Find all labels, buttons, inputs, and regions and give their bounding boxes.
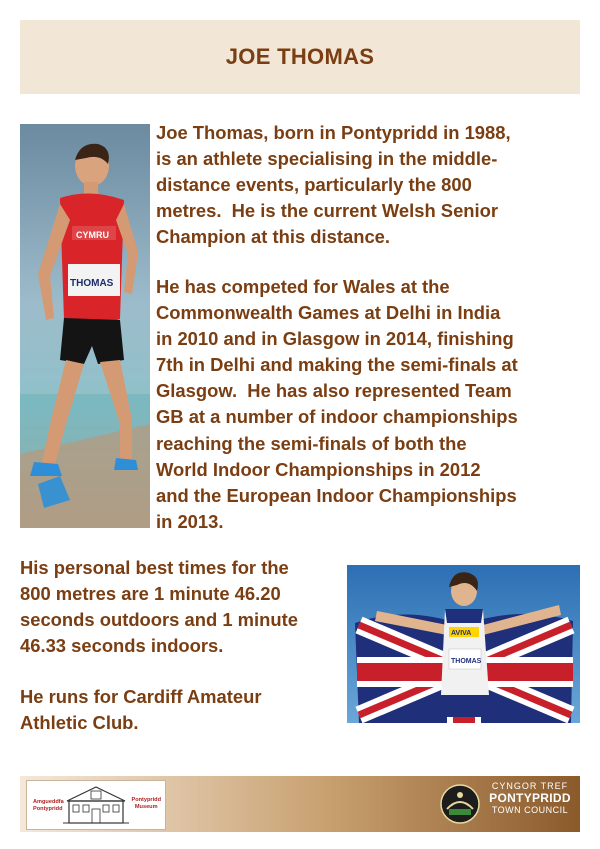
text-line: Champion at this distance. <box>156 226 391 248</box>
council-name <box>480 781 580 816</box>
text-line: He has competed for Wales at the <box>156 276 450 297</box>
title-banner <box>20 20 580 94</box>
text-line: seconds outdoors and 1 minute <box>20 609 298 631</box>
text-line: 7th in Delhi and making the semi-finals at <box>156 354 518 376</box>
text-line: in 2010 and in Glasgow in 2014, finishing <box>156 328 514 350</box>
bio-paragraph-intro <box>156 120 586 250</box>
text-line: is an athlete specialising in the middle- <box>156 148 498 170</box>
text-line: Commonwealth Games at Delhi in India <box>156 302 501 324</box>
museum-english-line: Museum <box>134 803 158 810</box>
text-line: metres. He is the current Welsh Senior <box>156 200 499 222</box>
text-line: in 2013. <box>156 510 224 532</box>
museum-welsh-name <box>33 799 64 812</box>
runner-photo <box>20 124 150 528</box>
museum-building-icon <box>63 785 129 825</box>
bio-paragraph-club <box>20 684 342 736</box>
text-line: GB at a number of indoor championships <box>156 406 518 428</box>
text-line: Glasgow. He has also represented Team <box>156 380 512 402</box>
text-line: 800 metres are 1 minute 46.20 <box>20 583 281 605</box>
union-jack-photo-illustration <box>347 565 580 723</box>
text-line: His personal best times for the <box>20 557 289 578</box>
bio-paragraph-personal-best <box>20 555 342 659</box>
text-line: Joe Thomas, born in Pontypridd in 1988, <box>156 122 511 143</box>
council-town-line: PONTYPRIDD <box>489 791 571 805</box>
union-jack-photo <box>347 565 580 723</box>
flag-vest-brand-text: AVIVA <box>451 630 472 637</box>
text-line: distance events, particularly the 800 <box>156 174 472 196</box>
council-emblem-icon <box>439 779 481 829</box>
runner-vest-text: CYMRU <box>76 230 109 240</box>
text-line: He runs for Cardiff Amateur <box>20 686 262 707</box>
museum-english-name <box>131 797 161 810</box>
text-line: and the European Indoor Championships <box>156 484 517 506</box>
text-line: reaching the semi-finals of both the <box>156 432 467 454</box>
council-english-line: TOWN COUNCIL <box>491 805 569 815</box>
flag-bib-text: THOMAS <box>451 658 482 665</box>
museum-logo <box>26 780 166 830</box>
town-council-logo <box>435 776 580 832</box>
museum-welsh-line: Amgueddfa <box>33 799 64 805</box>
text-line: 46.33 seconds indoors. <box>20 635 224 657</box>
museum-welsh-line: Pontypridd <box>33 805 63 812</box>
council-welsh-line: CYNGOR TREF <box>491 781 569 791</box>
museum-english-line: Pontypridd <box>131 797 161 803</box>
page-title: JOE THOMAS <box>225 44 375 69</box>
runner-bib-text: THOMAS <box>70 278 114 289</box>
bio-paragraph-competitions <box>156 274 586 535</box>
runner-photo-illustration <box>20 124 150 528</box>
text-line: Athletic Club. <box>20 712 139 734</box>
text-line: World Indoor Championships in 2012 <box>156 458 481 480</box>
footer-banner <box>20 776 580 832</box>
